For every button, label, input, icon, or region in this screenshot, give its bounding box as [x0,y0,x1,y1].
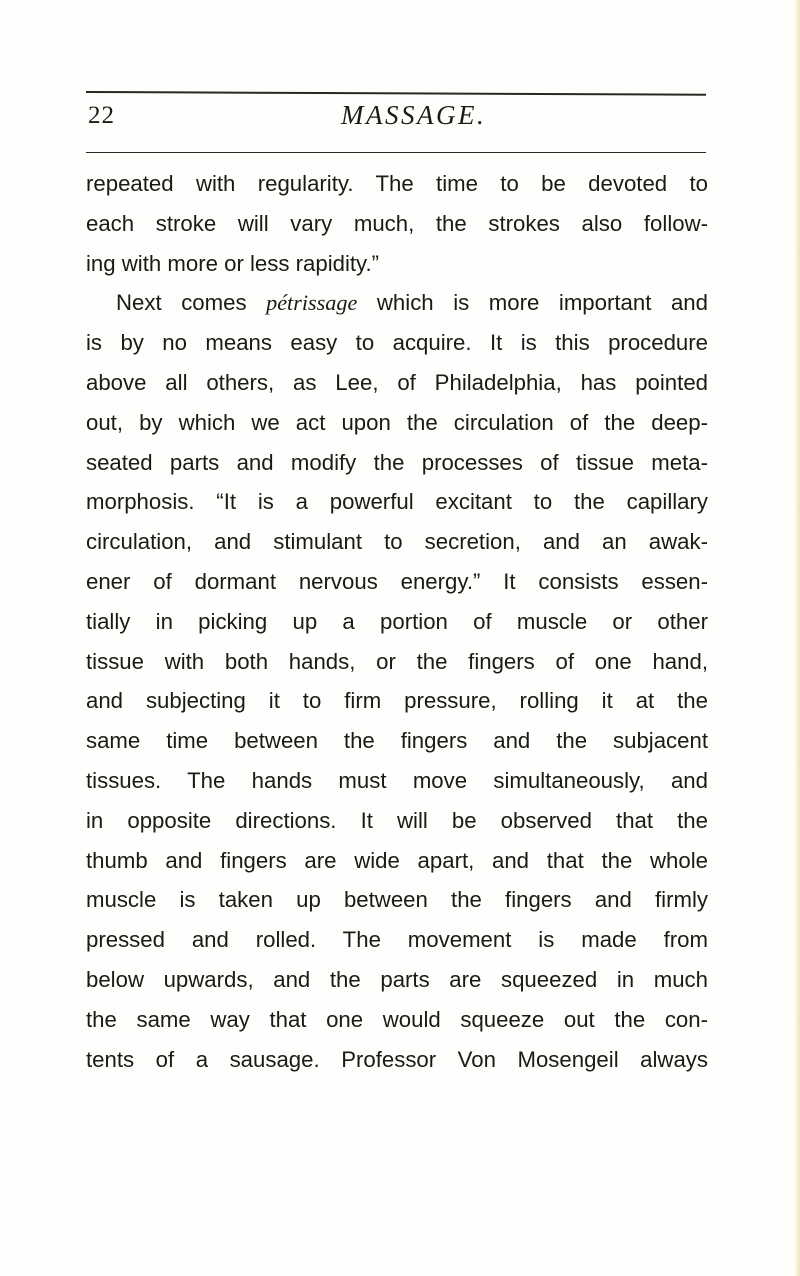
text-line: repeated with regularity. The time to be devoted to [86,171,708,196]
running-head: MASSAGE. [341,100,487,130]
text-line: each stroke will vary much, the strokes also follow- [86,210,708,236]
text-line: circulation, and stimulant to secretion, and an awak- [86,529,708,555]
text-line: pressed and rolled. The movement is made from [86,927,708,953]
text-line: in opposite directions. It will be observed that the [86,807,708,833]
italic-term: pétrissage [266,290,358,316]
text-line: morphosis. “It is a powerful excitant to the capillary [86,489,708,515]
header-rule-bottom [86,152,706,153]
text-line: ener of dormant nervous energy.” It consists essen- [86,568,708,594]
text-line: tents of a sausage. Professor Von Mosengeil always [86,1046,708,1072]
page-header [86,96,706,144]
text-line: tissues. The hands must move simultaneously, and [86,767,708,793]
page-edge-shadow [794,0,800,1276]
text-line [86,283,708,323]
text-line: and subjecting it to firm pressure, rolling it at the [86,688,708,714]
text-line: below upwards, and the parts are squeezed in much [86,966,708,992]
page-number: 22 [88,102,115,129]
text-line: out, by which we act upon the circulation of the deep- [86,409,708,435]
text-fragment: which is more important and [357,290,708,316]
text-line: same time between the fingers and the subjacent [86,728,708,754]
text-line: is by no means easy to acquire. It is this procedure [86,330,708,356]
body-text [86,164,708,1079]
text-line: thumb and fingers are wide apart, and that the whole [86,847,708,873]
text-line: the same way that one would squeeze out the con- [86,1006,708,1032]
text-line: tissue with both hands, or the fingers of one hand, [86,648,708,674]
text-line: muscle is taken up between the fingers and firmly [86,887,708,913]
text-line: tially in picking up a portion of muscle or other [86,608,708,634]
text-line: above all others, as Lee, of Philadelphia, has pointed [86,369,708,395]
text-line: seated parts and modify the processes of tissue meta- [86,449,708,475]
text-fragment: Next comes [116,290,267,316]
header-rule-top [86,91,706,96]
text-line: ing with more or less rapidity.” [86,250,380,276]
